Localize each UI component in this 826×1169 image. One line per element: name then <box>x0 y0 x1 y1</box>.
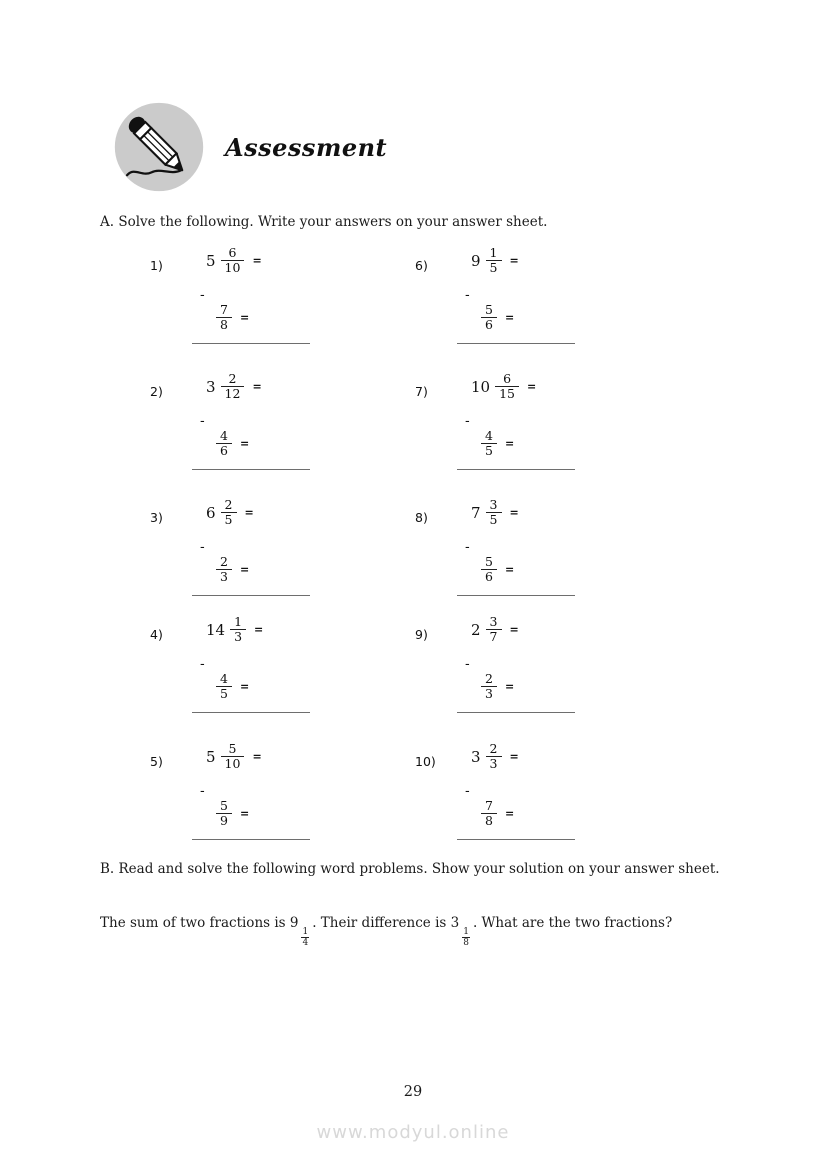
equals-sign: = <box>254 623 264 637</box>
numerator: 2 <box>485 671 493 686</box>
equals-sign: = <box>527 380 537 394</box>
equals-sign: = <box>239 807 250 821</box>
fraction <box>221 498 237 528</box>
problem-number: 10) <box>415 754 436 769</box>
problem-number: 7) <box>415 384 428 399</box>
denominator: 5 <box>486 512 502 527</box>
minus-sign: - <box>465 784 470 799</box>
numerator: 5 <box>220 798 228 813</box>
answer-line <box>192 712 310 713</box>
page-number: 29 <box>403 1084 423 1100</box>
problem-10 <box>415 742 605 844</box>
page-title: Assessment <box>225 133 388 162</box>
minuend-expression <box>471 372 536 402</box>
whole-number: 9 <box>471 251 481 270</box>
minuend-expression <box>206 742 262 772</box>
numerator: 1 <box>463 927 469 937</box>
whole-number: 5 <box>206 251 216 270</box>
numerator: 2 <box>220 554 228 569</box>
whole-number: 3 <box>206 377 216 396</box>
whole-number: 3 <box>471 747 481 766</box>
numerator: 1 <box>302 927 309 937</box>
minus-sign: - <box>465 414 470 429</box>
subtrahend-expression <box>481 303 514 333</box>
fraction <box>486 246 502 276</box>
inline-fraction-difference <box>462 927 470 949</box>
denominator: 6 <box>481 569 497 584</box>
fraction <box>486 615 502 645</box>
denominator: 3 <box>486 756 502 771</box>
answer-line <box>457 595 575 596</box>
fraction <box>221 246 245 276</box>
denominator: 8 <box>216 317 232 332</box>
subtrahend-expression <box>481 555 514 585</box>
subtrahend-expression <box>481 429 514 459</box>
minus-sign: - <box>200 288 205 303</box>
subtrahend-expression <box>216 672 249 702</box>
answer-line <box>457 712 575 713</box>
equals-sign: = <box>239 563 250 577</box>
subtrahend-expression <box>481 672 514 702</box>
denominator: 5 <box>221 512 237 527</box>
word-problem-part2: . Their difference is 3 <box>312 915 460 931</box>
equals-sign: = <box>239 680 250 694</box>
subtrahend-expression <box>216 429 249 459</box>
minus-sign: - <box>465 540 470 555</box>
inline-fraction-sum <box>301 927 309 949</box>
problem-number: 3) <box>150 510 163 525</box>
denominator: 4 <box>302 938 309 949</box>
whole-number: 7 <box>471 503 481 522</box>
fraction <box>216 799 232 829</box>
whole-number: 6 <box>206 503 216 522</box>
fraction <box>495 372 519 402</box>
problem-number: 8) <box>415 510 428 525</box>
whole-number: 10 <box>471 377 491 396</box>
answer-line <box>457 839 575 840</box>
minuend-expression <box>206 498 254 528</box>
numerator: 6 <box>503 371 512 386</box>
denominator: 12 <box>221 386 245 401</box>
minuend-expression <box>206 615 263 645</box>
equals-sign: = <box>252 254 262 268</box>
minuend-expression <box>471 615 519 645</box>
equals-sign: = <box>239 311 250 325</box>
problem-number: 2) <box>150 384 163 399</box>
whole-number: 14 <box>206 620 226 639</box>
problem-number: 4) <box>150 627 163 642</box>
minus-sign: - <box>465 288 470 303</box>
answer-line <box>192 595 310 596</box>
numerator: 5 <box>228 741 237 756</box>
fraction <box>481 555 497 585</box>
watermark: www.modyul.online <box>316 1122 510 1143</box>
denominator: 15 <box>495 386 519 401</box>
numerator: 4 <box>485 428 493 443</box>
denominator: 8 <box>463 938 469 949</box>
fraction <box>486 498 502 528</box>
equals-sign: = <box>244 506 254 520</box>
numerator: 7 <box>485 798 493 813</box>
equals-sign: = <box>504 680 515 694</box>
equals-sign: = <box>509 254 519 268</box>
equals-sign: = <box>252 380 262 394</box>
fraction <box>481 303 497 333</box>
fraction <box>216 303 232 333</box>
problem-8 <box>415 498 605 600</box>
fraction <box>486 742 502 772</box>
equals-sign: = <box>504 437 515 451</box>
numerator: 2 <box>489 741 498 756</box>
whole-number: 2 <box>471 620 481 639</box>
minuend-expression <box>206 246 262 276</box>
fraction <box>216 555 232 585</box>
denominator: 3 <box>481 686 497 701</box>
numerator: 4 <box>220 671 228 686</box>
fraction <box>216 672 232 702</box>
minuend-expression <box>471 498 519 528</box>
word-problem <box>100 913 760 949</box>
denominator: 5 <box>486 260 502 275</box>
minus-sign: - <box>200 540 205 555</box>
equals-sign: = <box>504 563 515 577</box>
minus-sign: - <box>200 657 205 672</box>
word-problem-part1: The sum of two fractions is 9 <box>100 915 299 931</box>
numerator: 2 <box>224 497 233 512</box>
fraction <box>230 615 246 645</box>
problem-3 <box>150 498 340 600</box>
denominator: 10 <box>221 260 245 275</box>
problem-number: 6) <box>415 258 428 273</box>
answer-line <box>192 839 310 840</box>
equals-sign: = <box>509 506 519 520</box>
whole-number: 5 <box>206 747 216 766</box>
equals-sign: = <box>509 623 519 637</box>
equals-sign: = <box>252 750 262 764</box>
numerator: 1 <box>489 245 498 260</box>
denominator: 3 <box>216 569 232 584</box>
numerator: 6 <box>228 245 237 260</box>
equals-sign: = <box>509 750 519 764</box>
denominator: 5 <box>481 443 497 458</box>
problem-number: 5) <box>150 754 163 769</box>
answer-line <box>457 343 575 344</box>
denominator: 3 <box>230 629 246 644</box>
word-problem-part3: . What are the two fractions? <box>472 915 673 931</box>
numerator: 7 <box>220 302 228 317</box>
problem-5 <box>150 742 340 844</box>
minuend-expression <box>471 246 519 276</box>
numerator: 2 <box>228 371 237 386</box>
subtrahend-expression <box>216 555 249 585</box>
section-a-instruction: A. Solve the following. Write your answers on your answer sheet. <box>100 214 548 230</box>
fraction <box>221 742 245 772</box>
denominator: 5 <box>216 686 232 701</box>
pencil-icon <box>112 100 206 194</box>
denominator: 9 <box>216 813 232 828</box>
denominator: 8 <box>481 813 497 828</box>
numerator: 3 <box>489 614 498 629</box>
denominator: 10 <box>221 756 245 771</box>
subtrahend-expression <box>216 303 249 333</box>
subtrahend-expression <box>481 799 514 829</box>
problem-1 <box>150 246 340 348</box>
problem-4 <box>150 615 340 717</box>
problem-number: 9) <box>415 627 428 642</box>
fraction <box>216 429 232 459</box>
numerator: 5 <box>485 554 493 569</box>
denominator: 6 <box>481 317 497 332</box>
subtrahend-expression <box>216 799 249 829</box>
minus-sign: - <box>465 657 470 672</box>
numerator: 1 <box>234 614 243 629</box>
answer-line <box>457 469 575 470</box>
equals-sign: = <box>504 311 515 325</box>
section-b-instruction: B. Read and solve the following word problems. Show your solution on your answer sheet. <box>100 861 720 877</box>
problem-number: 1) <box>150 258 163 273</box>
denominator: 6 <box>216 443 232 458</box>
minuend-expression <box>471 742 519 772</box>
answer-line <box>192 343 310 344</box>
fraction <box>481 672 497 702</box>
answer-line <box>192 469 310 470</box>
equals-sign: = <box>504 807 515 821</box>
problem-6 <box>415 246 605 348</box>
numerator: 4 <box>220 428 228 443</box>
minus-sign: - <box>200 414 205 429</box>
problem-7 <box>415 372 605 474</box>
fraction <box>481 799 497 829</box>
numerator: 5 <box>485 302 493 317</box>
equals-sign: = <box>239 437 250 451</box>
problem-9 <box>415 615 605 717</box>
problem-2 <box>150 372 340 474</box>
fraction <box>481 429 497 459</box>
minuend-expression <box>206 372 262 402</box>
minus-sign: - <box>200 784 205 799</box>
numerator: 3 <box>489 497 498 512</box>
fraction <box>221 372 245 402</box>
denominator: 7 <box>486 629 502 644</box>
